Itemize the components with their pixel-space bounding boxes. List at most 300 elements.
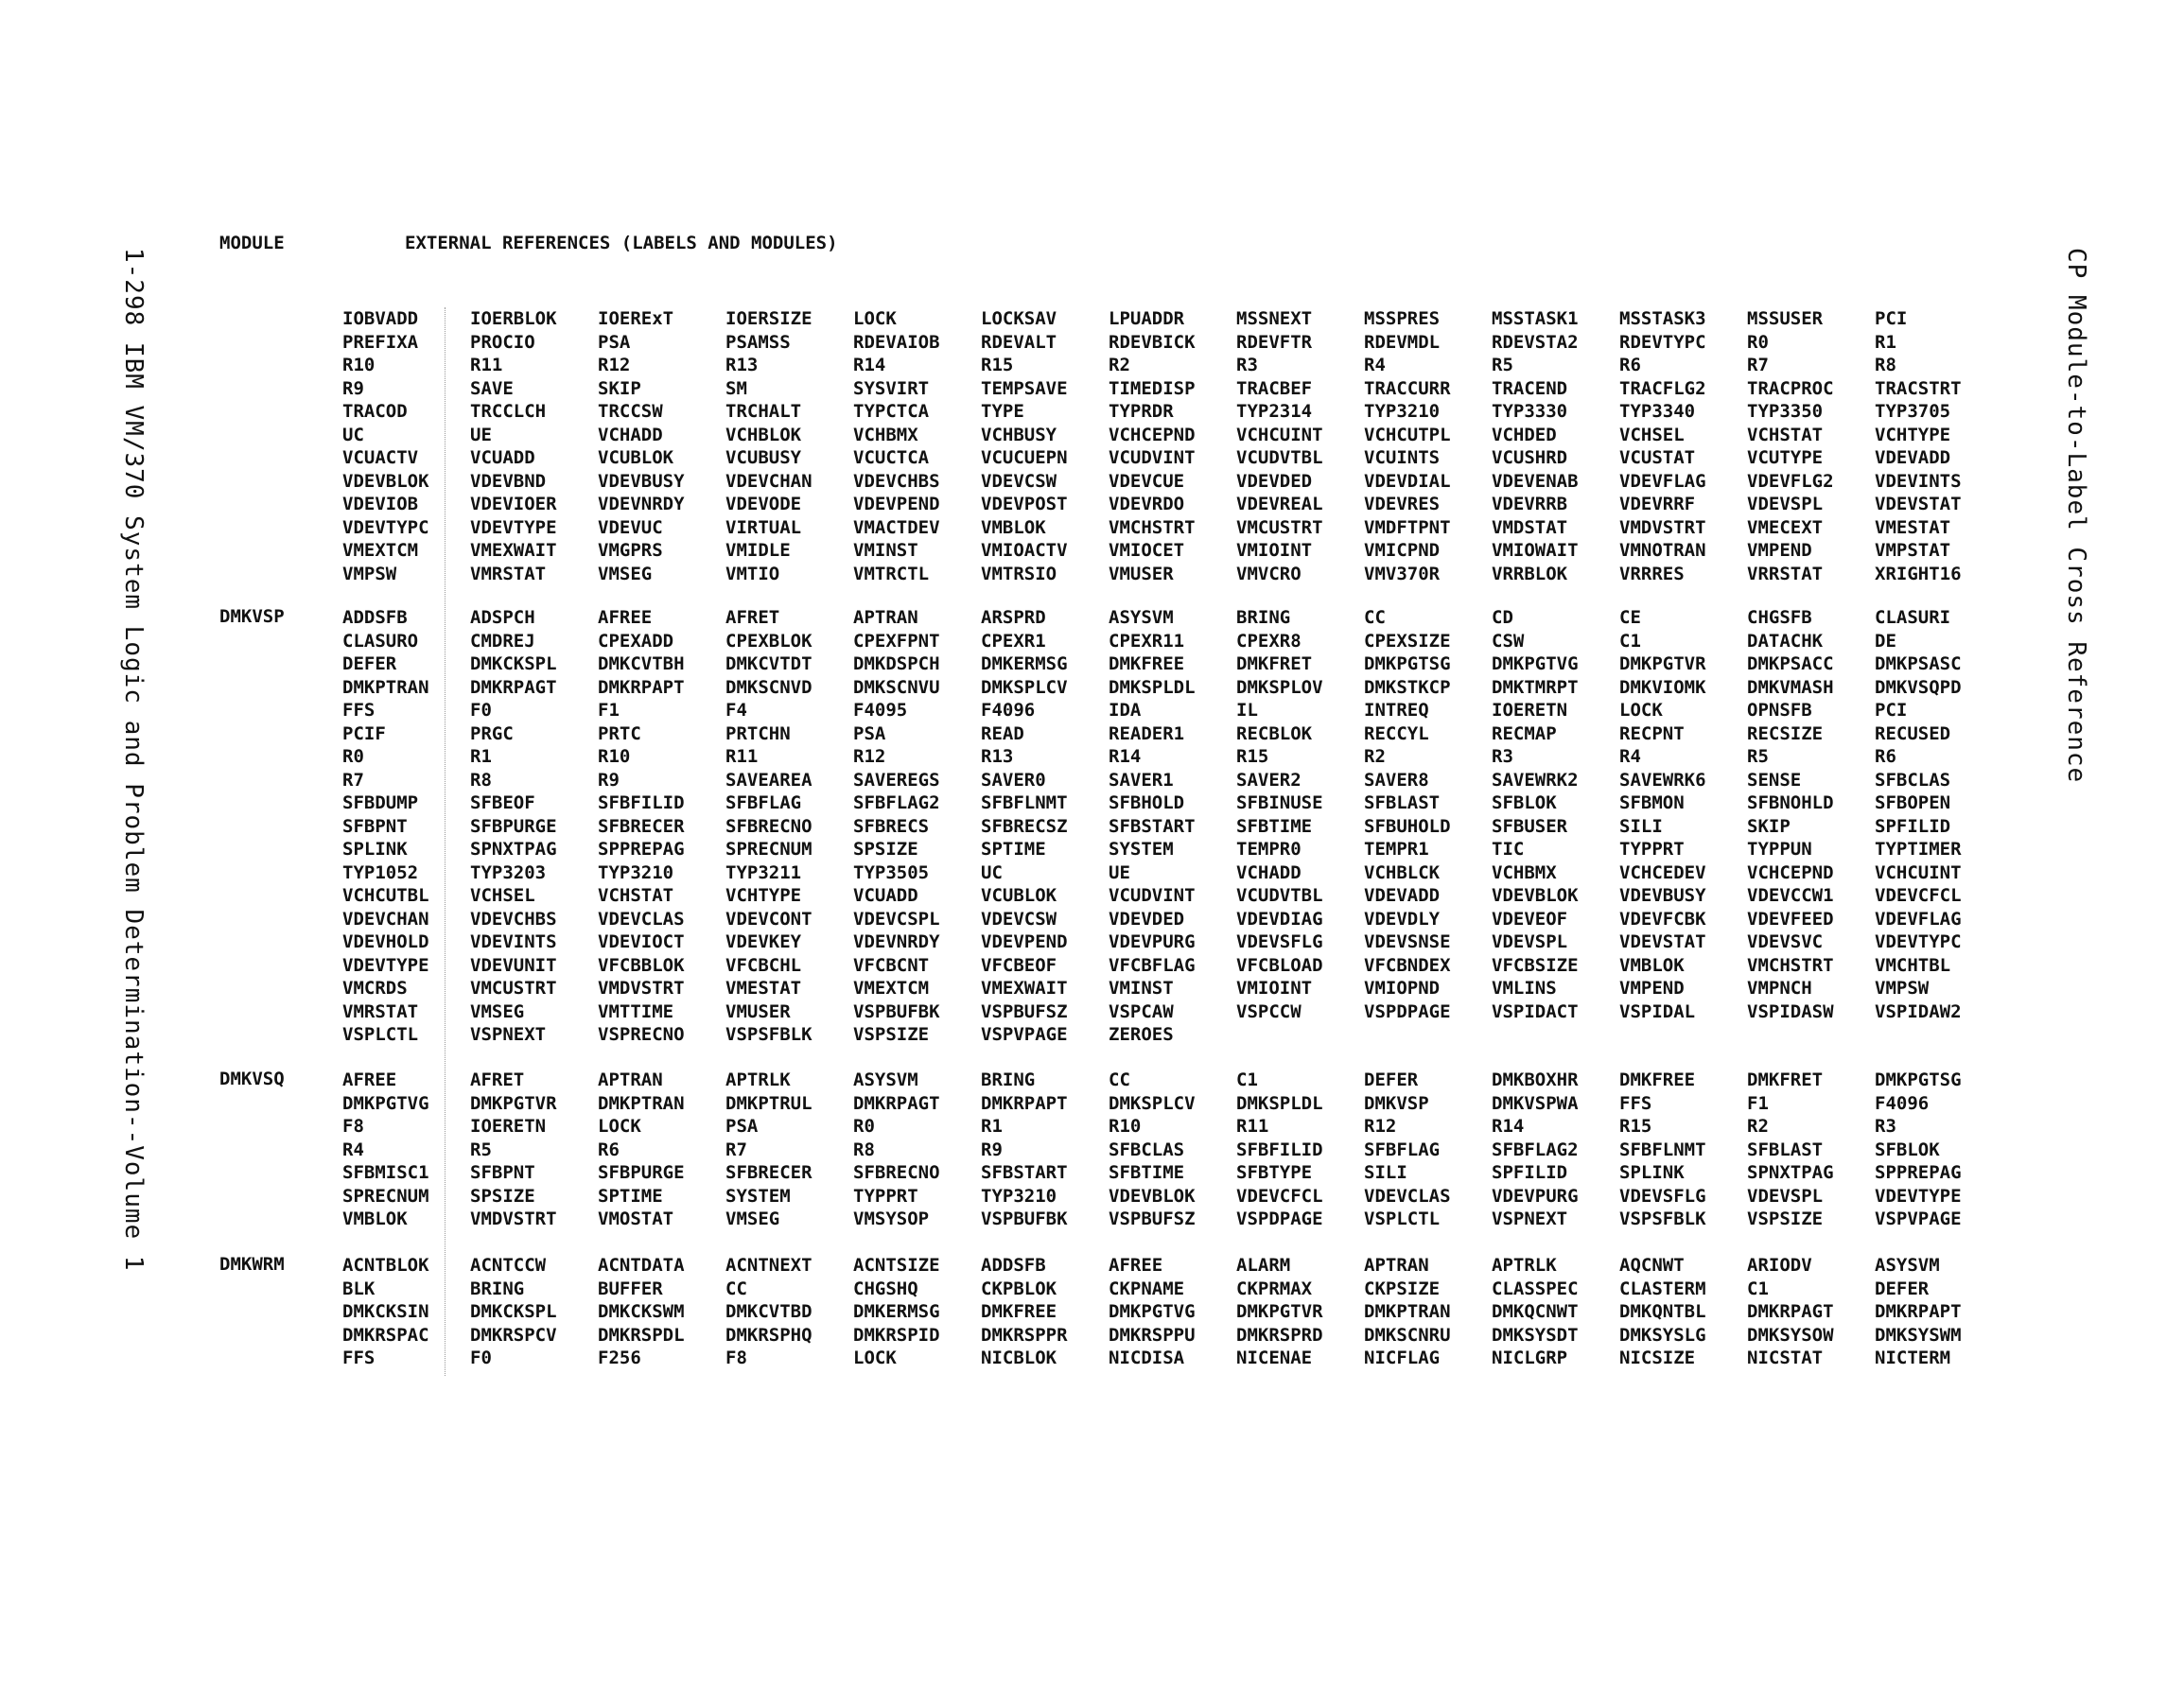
reference-label: DMKRPAPT: [981, 1092, 1068, 1114]
reference-label: VMECEXT: [1747, 516, 1824, 538]
reference-label: R12: [853, 746, 886, 767]
reference-label: TRACOD: [342, 401, 408, 422]
reference-label: VCUACTV: [342, 447, 419, 468]
reference-label: DMKVSQPD: [1875, 676, 1962, 698]
reference-label: R4: [342, 1139, 364, 1160]
reference-label: DMKPSASC: [1875, 653, 1962, 674]
reference-label: VCUBUSY: [725, 447, 802, 468]
reference-label: DMKPGTVG: [1492, 653, 1579, 674]
reference-label: CMDREJ: [470, 630, 535, 652]
reference-label: VDEVCONT: [725, 908, 812, 930]
reference-label: CPEXR8: [1236, 630, 1302, 652]
reference-label: VMINST: [1109, 978, 1174, 999]
reference-label: IOERETN: [470, 1116, 547, 1137]
reference-label: SFBTIME: [1236, 815, 1313, 837]
reference-label: VMICPND: [1364, 540, 1441, 561]
reference-label: VDEVIOER: [470, 494, 557, 514]
reference-label: VDEVBLOK: [1109, 1185, 1196, 1207]
reference-label: DMKCKSPL: [470, 653, 557, 674]
reference-label: VCHCEDEV: [1619, 861, 1706, 883]
reference-label: SKIP: [1747, 815, 1791, 837]
reference-label: VCHSTAT: [598, 885, 674, 906]
reference-label: ASYSVM: [853, 1070, 918, 1090]
reference-label: ARSPRD: [981, 607, 1046, 628]
reference-label: TEMPR1: [1364, 839, 1429, 860]
reference-label: NICENAE: [1236, 1348, 1313, 1368]
reference-label: DMKRSPCV: [470, 1324, 557, 1346]
reference-label: LOCK: [853, 1348, 897, 1368]
reference-label: VMDSTAT: [1492, 516, 1568, 538]
reference-label: DMKRPAPT: [598, 676, 685, 698]
reference-label: TYP3211: [725, 861, 802, 883]
reference-label: DMKTMRPT: [1492, 676, 1579, 698]
reference-label: DMKSTKCP: [1364, 676, 1451, 698]
reference-label: SFBFLAG2: [853, 792, 940, 813]
reference-label: SFBOPEN: [1875, 792, 1951, 813]
reference-label: VDEVSFLG: [1619, 1185, 1706, 1207]
reference-label: SAVEWRK2: [1492, 769, 1579, 791]
reference-label: VFCBSIZE: [1492, 954, 1579, 976]
reference-label: VMCRDS: [342, 978, 408, 999]
module-name: DMKVSQ: [219, 1069, 285, 1089]
reference-label: NICSTAT: [1747, 1348, 1824, 1368]
reference-label: ZEROES: [1109, 1024, 1174, 1045]
reference-label: VDEVBUSY: [1619, 885, 1706, 906]
reference-label: R0: [1747, 331, 1769, 353]
reference-label: UC: [342, 424, 364, 445]
reference-label: R9: [981, 1139, 1003, 1160]
references-column-header: EXTERNAL REFERENCES (LABELS AND MODULES): [405, 233, 838, 253]
reference-label: VMSEG: [725, 1209, 780, 1229]
reference-label: R10: [1109, 1116, 1142, 1137]
reference-label: VMSEG: [470, 1000, 525, 1022]
reference-label: VSPBUFBK: [981, 1209, 1068, 1229]
reference-label: SPPREPAG: [1875, 1162, 1962, 1183]
reference-label: DMKSPLCV: [1109, 1092, 1196, 1114]
reference-label: VDEVNRDY: [853, 931, 940, 952]
reference-label: VMNOTRAN: [1619, 540, 1706, 561]
reference-label: VDEVSPL: [1747, 1185, 1824, 1207]
reference-label: SAVER1: [1109, 769, 1174, 791]
reference-label: SFBMISC1: [342, 1162, 429, 1183]
reference-label: DMKPTRAN: [598, 1092, 685, 1114]
reference-label: APTRAN: [1364, 1255, 1429, 1276]
reference-label: R12: [1364, 1116, 1397, 1137]
reference-label: SFBFILID: [598, 792, 685, 813]
reference-label: VMIDLE: [725, 540, 791, 561]
reference-label: ACNTCCW: [470, 1255, 547, 1276]
reference-label: R14: [853, 355, 886, 375]
reference-label: VDEVENAB: [1492, 470, 1579, 492]
reference-label: VMOSTAT: [598, 1209, 674, 1229]
reference-label: VDEVCFCL: [1875, 885, 1962, 906]
reference-label: VCHCEPND: [1747, 861, 1834, 883]
reference-label: VCHADD: [598, 424, 663, 445]
reference-label: CLASSPEC: [1492, 1278, 1579, 1299]
reference-label: CPEXFPNT: [853, 630, 940, 652]
reference-label: VDEVUNIT: [470, 954, 557, 976]
reference-label: VRRSTAT: [1747, 563, 1824, 584]
reference-label: VDEVDIAG: [1236, 908, 1323, 930]
reference-label: DMKRSPDL: [598, 1324, 685, 1346]
reference-label: R2: [1364, 746, 1386, 767]
reference-label: VCHCEPND: [1109, 424, 1196, 445]
reference-label: DMKPGTVG: [342, 1092, 429, 1114]
reference-label: F8: [725, 1348, 747, 1368]
reference-label: CLASTERM: [1619, 1278, 1706, 1299]
reference-label: VSPDPAGE: [1364, 1000, 1451, 1022]
reference-label: DMKFREE: [1619, 1070, 1696, 1090]
reference-label: VSPVPAGE: [1875, 1209, 1962, 1229]
reference-label: VDEVBUSY: [598, 470, 685, 492]
reference-label: PCIF: [342, 722, 386, 744]
reference-label: CKPSIZE: [1364, 1278, 1441, 1299]
reference-label: F4095: [853, 700, 908, 721]
reference-label: VDEVCLAS: [598, 908, 685, 930]
reference-label: BLK: [342, 1278, 376, 1299]
reference-label: DE: [1875, 630, 1896, 652]
reference-label: DMKCVTDT: [725, 653, 812, 674]
reference-label: DMKRSPHQ: [725, 1324, 812, 1346]
reference-label: DMKCVTBD: [725, 1301, 812, 1322]
reference-label: VMCHSTRT: [1747, 954, 1834, 976]
reference-label: R13: [981, 746, 1014, 767]
module-name: DMKWRM: [219, 1254, 285, 1275]
reference-label: VMDVSTRT: [470, 1209, 557, 1229]
reference-label: R2: [1109, 355, 1130, 375]
reference-label: VCUBLOK: [981, 885, 1057, 906]
reference-label: VDEVBLOK: [1492, 885, 1579, 906]
reference-label: SFBFLAG: [725, 792, 802, 813]
reference-label: R2: [1747, 1116, 1769, 1137]
reference-label: VMRSTAT: [470, 563, 547, 584]
reference-label: DMKPTRUL: [725, 1092, 812, 1114]
reference-label: RDEVFTR: [1236, 331, 1313, 353]
reference-label: VCHBMX: [853, 424, 918, 445]
reference-label: CPEXADD: [598, 630, 674, 652]
reference-label: VDEVADD: [1364, 885, 1441, 906]
reference-label: VMCHTBL: [1875, 954, 1951, 976]
reference-label: VDEVINTS: [1875, 470, 1962, 492]
reference-label: R8: [1875, 355, 1896, 375]
reference-label: APTRLK: [725, 1070, 791, 1090]
reference-label: SYSTEM: [725, 1185, 791, 1207]
reference-label: R1: [981, 1116, 1003, 1137]
reference-label: VDEVCHAN: [342, 908, 429, 930]
reference-label: VDEVTYPE: [470, 516, 557, 538]
reference-label: TRACEND: [1492, 377, 1568, 399]
reference-label: C1: [1619, 630, 1641, 652]
reference-label: SPLINK: [342, 839, 408, 860]
reference-label: VDEVFLAG: [1875, 908, 1962, 930]
reference-label: ASYSVM: [1875, 1255, 1940, 1276]
reference-label: SFBPURGE: [470, 815, 557, 837]
reference-label: R3: [1492, 746, 1513, 767]
reference-label: R5: [1492, 355, 1513, 375]
reference-label: ACNTDATA: [598, 1255, 685, 1276]
reference-label: TYPCTCA: [853, 401, 930, 422]
reference-label: SPNXTPAG: [470, 839, 557, 860]
reference-label: VDEVDED: [1236, 470, 1313, 492]
reference-label: TRACBEF: [1236, 377, 1313, 399]
reference-label: R14: [1492, 1116, 1525, 1137]
reference-label: RDEVSTA2: [1492, 331, 1579, 353]
reference-label: VCHBLCK: [1364, 861, 1441, 883]
reference-label: DMKRSPAC: [342, 1324, 429, 1346]
reference-label: VMIOPND: [1364, 978, 1441, 999]
reference-label: TRACCURR: [1364, 377, 1451, 399]
reference-label: DMKERMSG: [853, 1301, 940, 1322]
reference-label: SFBFLAG: [1364, 1139, 1441, 1160]
reference-label: CPEXBLOK: [725, 630, 812, 652]
reference-label: VMACTDEV: [853, 516, 940, 538]
reference-label: R1: [470, 746, 492, 767]
reference-label: VCHCUINT: [1236, 424, 1323, 445]
reference-label: XRIGHT16: [1875, 563, 1962, 584]
reference-label: VFCBFLAG: [1109, 954, 1196, 976]
reference-label: CC: [725, 1278, 747, 1299]
reference-label: SAVER8: [1364, 769, 1429, 791]
module-name: DMKVSP: [219, 606, 285, 627]
reference-label: VMRSTAT: [342, 1000, 419, 1022]
reference-label: DMKRSPRD: [1236, 1324, 1323, 1346]
reference-label: F4096: [1875, 1092, 1930, 1114]
reference-label: SFBRECER: [725, 1162, 812, 1183]
reference-label: TIC: [1492, 839, 1525, 860]
reference-label: SFBLOK: [1875, 1139, 1940, 1160]
running-footer-left: 1-298 IBM VM/370 System Logic and Problem Determination--Volume 1: [119, 248, 148, 1272]
reference-label: IOERETN: [1492, 700, 1568, 721]
reference-label: RDEVTYPC: [1619, 331, 1706, 353]
reference-label: NICTERM: [1875, 1348, 1951, 1368]
reference-label: VCUINTS: [1364, 447, 1441, 468]
module-column-header: MODULE: [219, 233, 285, 253]
reference-label: VDEVIOCT: [598, 931, 685, 952]
reference-label: SFBRECER: [598, 815, 685, 837]
reference-label: TRACSTRT: [1875, 377, 1962, 399]
reference-label: VRRBLOK: [1492, 563, 1568, 584]
reference-label: VDEVUC: [598, 516, 663, 538]
reference-label: SAVEAREA: [725, 769, 812, 791]
reference-label: FFS: [342, 1348, 376, 1368]
reference-label: VSPSFBLK: [1619, 1209, 1706, 1229]
reference-label: SFBUSER: [1492, 815, 1568, 837]
reference-label: SAVEREGS: [853, 769, 940, 791]
reference-label: VCHSTAT: [1747, 424, 1824, 445]
reference-label: VSPCAW: [1109, 1000, 1174, 1022]
reference-label: DMKVIOMK: [1619, 676, 1706, 698]
reference-label: VDEVINTS: [470, 931, 557, 952]
reference-label: VDEVPURG: [1109, 931, 1196, 952]
reference-label: RECMAP: [1492, 722, 1557, 744]
reference-label: VCHTYPE: [1875, 424, 1951, 445]
reference-label: CKPBLOK: [981, 1278, 1057, 1299]
reference-label: RECBLOK: [1236, 722, 1313, 744]
reference-label: SFBFLAG2: [1492, 1139, 1579, 1160]
reference-label: VCHCUINT: [1875, 861, 1962, 883]
reference-label: VMESTAT: [725, 978, 802, 999]
reference-label: SPSIZE: [853, 839, 918, 860]
reference-label: F1: [1747, 1092, 1769, 1114]
reference-label: VDEVODE: [725, 494, 802, 514]
reference-label: SFBRECNO: [853, 1162, 940, 1183]
reference-label: SFBDUMP: [342, 792, 419, 813]
reference-label: RDEVALT: [981, 331, 1057, 353]
reference-label: VDEVEOF: [1492, 908, 1568, 930]
reference-label: DMKFREE: [981, 1301, 1057, 1322]
reference-label: TYPPUN: [1747, 839, 1812, 860]
reference-label: VCUTYPE: [1747, 447, 1824, 468]
reference-label: TRACPROC: [1747, 377, 1834, 399]
reference-label: TYP3210: [981, 1185, 1057, 1207]
reference-label: BUFFER: [598, 1278, 663, 1299]
reference-label: RECPNT: [1619, 722, 1685, 744]
reference-label: PSA: [725, 1116, 759, 1137]
reference-label: NICLGRP: [1492, 1348, 1568, 1368]
reference-label: DMKFREE: [1109, 653, 1185, 674]
reference-label: DEFER: [1875, 1278, 1930, 1299]
reference-label: VCUDVINT: [1109, 447, 1196, 468]
reference-label: VDEVSTAT: [1619, 931, 1706, 952]
reference-label: VDEVSTAT: [1875, 494, 1962, 514]
reference-label: SFBTIME: [1109, 1162, 1185, 1183]
reference-label: TEMPSAVE: [981, 377, 1068, 399]
reference-label: AFREE: [342, 1070, 397, 1090]
reference-label: RECUSED: [1875, 722, 1951, 744]
reference-label: DMKVSP: [1364, 1092, 1429, 1114]
reference-label: ADSPCH: [470, 607, 535, 628]
reference-label: R9: [598, 769, 620, 791]
reference-label: DMKRPAPT: [1875, 1301, 1962, 1322]
reference-label: DMKPGTSG: [1875, 1070, 1962, 1090]
reference-label: SYSTEM: [1109, 839, 1174, 860]
reference-label: LOCKSAV: [981, 308, 1057, 329]
reference-label: DMKSCNRU: [1364, 1324, 1451, 1346]
reference-label: VMDVSTRT: [598, 978, 685, 999]
reference-label: VMSYSOP: [853, 1209, 930, 1229]
reference-label: VMEXTCM: [853, 978, 930, 999]
reference-label: VFCBLOAD: [1236, 954, 1323, 976]
reference-label: SFBNOHLD: [1747, 792, 1834, 813]
reference-label: DMKVMASH: [1747, 676, 1834, 698]
reference-label: SENSE: [1747, 769, 1802, 791]
reference-label: VCUBLOK: [598, 447, 674, 468]
reference-label: SFBUHOLD: [1364, 815, 1451, 837]
reference-label: VSPIDACT: [1492, 1000, 1579, 1022]
reference-label: VDEVTYPE: [1875, 1185, 1962, 1207]
reference-label: CHGSHQ: [853, 1278, 918, 1299]
reference-label: VMBLOK: [1619, 954, 1685, 976]
reference-label: VMLINS: [1492, 978, 1557, 999]
reference-label: TYP3203: [470, 861, 547, 883]
reference-label: UE: [470, 424, 492, 445]
reference-label: MSSUSER: [1747, 308, 1824, 329]
reference-label: VMTRCTL: [853, 563, 930, 584]
reference-label: DMKERMSG: [981, 653, 1068, 674]
reference-label: SFBLAST: [1747, 1139, 1824, 1160]
reference-label: DMKPGTVR: [470, 1092, 557, 1114]
reference-label: DMKSPLOV: [1236, 676, 1323, 698]
reference-label: VFCBNDEX: [1364, 954, 1451, 976]
reference-label: ACNTBLOK: [342, 1255, 429, 1276]
reference-label: DMKSYSDT: [1492, 1324, 1579, 1346]
reference-label: VDEVDLY: [1364, 908, 1441, 930]
reference-label: R6: [598, 1139, 620, 1160]
reference-label: IOBVADD: [342, 308, 419, 329]
reference-label: SPSIZE: [470, 1185, 535, 1207]
reference-label: VMUSER: [725, 1000, 791, 1022]
reference-label: VMTRSIO: [981, 563, 1057, 584]
reference-label: APTRLK: [1492, 1255, 1557, 1276]
reference-label: SFBMON: [1619, 792, 1685, 813]
reference-label: BRING: [470, 1278, 525, 1299]
reference-label: R5: [1747, 746, 1769, 767]
reference-label: SPRECNUM: [342, 1185, 429, 1207]
reference-label: VDEVCHBS: [470, 908, 557, 930]
reference-label: DMKSYSLG: [1619, 1324, 1706, 1346]
reference-label: SFBRECSZ: [981, 815, 1068, 837]
reference-label: IOERExT: [598, 308, 674, 329]
reference-label: AQCNWT: [1619, 1255, 1685, 1276]
reference-label: VDEVSVC: [1747, 931, 1824, 952]
reference-label: VSPCCW: [1236, 1000, 1302, 1022]
reference-label: R14: [1109, 746, 1142, 767]
reference-label: ACNTNEXT: [725, 1255, 812, 1276]
reference-label: LOCK: [598, 1116, 641, 1137]
reference-label: SPRECNUM: [725, 839, 812, 860]
reference-label: VMPNCH: [1747, 978, 1812, 999]
reference-label: VCHBLOK: [725, 424, 802, 445]
reference-label: R12: [598, 355, 631, 375]
reference-label: VCHADD: [1236, 861, 1302, 883]
reference-label: ASYSVM: [1109, 607, 1174, 628]
reference-label: LPUADDR: [1109, 308, 1185, 329]
reference-label: VDEVADD: [1875, 447, 1951, 468]
reference-label: TYP3350: [1747, 401, 1824, 422]
reference-label: VCHSEL: [1619, 424, 1685, 445]
reference-label: VMTIO: [725, 563, 780, 584]
reference-label: ADDSFB: [342, 607, 408, 628]
reference-label: VMEXWAIT: [981, 978, 1068, 999]
reference-label: SFBHOLD: [1109, 792, 1185, 813]
reference-label: TRACFLG2: [1619, 377, 1706, 399]
reference-label: INTREQ: [1364, 700, 1429, 721]
reference-label: VMIOINT: [1236, 540, 1313, 561]
reference-label: IDA: [1109, 700, 1142, 721]
reference-label: PRTCHN: [725, 722, 791, 744]
reference-label: ALARM: [1236, 1255, 1291, 1276]
reference-label: R8: [470, 769, 492, 791]
reference-label: R9: [342, 377, 364, 399]
reference-label: DMKRPAGT: [470, 676, 557, 698]
reference-label: NICDISA: [1109, 1348, 1185, 1368]
reference-label: VDEVTYPC: [342, 516, 429, 538]
reference-label: BRING: [1236, 607, 1291, 628]
reference-label: R13: [725, 355, 759, 375]
reference-label: VSPDPAGE: [1236, 1209, 1323, 1229]
reference-label: VSPSIZE: [1747, 1209, 1824, 1229]
reference-label: PCI: [1875, 700, 1908, 721]
reference-label: DMKRSPPR: [981, 1324, 1068, 1346]
reference-label: R7: [725, 1139, 747, 1160]
reference-label: R11: [1236, 1116, 1269, 1137]
reference-label: VDEVFEED: [1747, 908, 1834, 930]
reference-label: VDEVTYPE: [342, 954, 429, 976]
reference-label: SFBFLNMT: [1619, 1139, 1706, 1160]
reference-label: VMGPRS: [598, 540, 663, 561]
reference-label: VCHCUTPL: [1364, 424, 1451, 445]
reference-label: VDEVPURG: [1492, 1185, 1579, 1207]
